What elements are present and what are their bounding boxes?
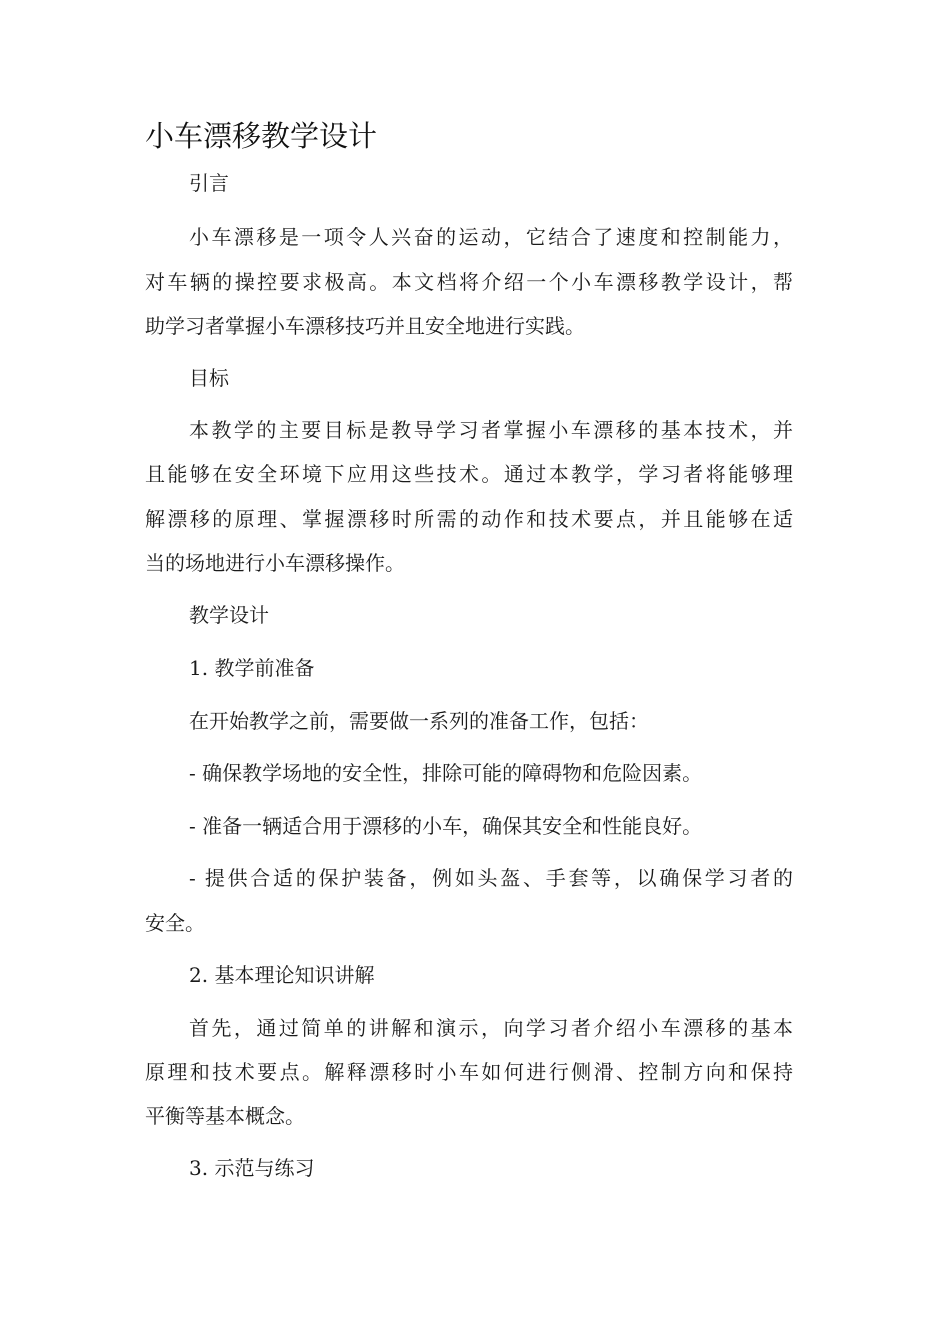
document-title: 小车漂移教学设计 bbox=[145, 119, 378, 153]
paragraph-line: 助学习者掌握小车漂移技巧并且安全地进行实践。 bbox=[145, 314, 585, 338]
paragraph-line: 平衡等基本概念。 bbox=[145, 1104, 305, 1128]
list-item: - 准备一辆适合用于漂移的小车，确保其安全和性能良好。 bbox=[189, 814, 703, 838]
paragraph-line: 当的场地进行小车漂移操作。 bbox=[145, 551, 405, 575]
paragraph-line: 对车辆的操控要求极高。本文档将介绍一个小车漂移教学设计，帮 bbox=[145, 270, 793, 294]
paragraph-line: 解漂移的原理、掌握漂移时所需的动作和技术要点，并且能够在适 bbox=[145, 507, 793, 531]
paragraph-line: 首先，通过简单的讲解和演示，向学习者介绍小车漂移的基本 bbox=[189, 1016, 793, 1040]
section-heading-intro: 引言 bbox=[189, 171, 229, 195]
step-heading: 1. 教学前准备 bbox=[189, 656, 315, 680]
list-item: - 提供合适的保护装备，例如头盔、手套等，以确保学习者的 bbox=[189, 866, 793, 890]
paragraph-line: 原理和技术要点。解释漂移时小车如何进行侧滑、控制方向和保持 bbox=[145, 1060, 793, 1084]
step-heading: 3. 示范与练习 bbox=[189, 1156, 315, 1180]
paragraph-line: 小车漂移是一项令人兴奋的运动，它结合了速度和控制能力， bbox=[189, 225, 793, 249]
list-item: 安全。 bbox=[145, 911, 205, 935]
paragraph-line: 在开始教学之前，需要做一系列的准备工作，包括： bbox=[189, 709, 649, 733]
paragraph-line: 且能够在安全环境下应用这些技术。通过本教学，学习者将能够理 bbox=[145, 462, 793, 486]
section-heading-goal: 目标 bbox=[189, 366, 229, 390]
paragraph-line: 本教学的主要目标是教导学习者掌握小车漂移的基本技术，并 bbox=[189, 418, 793, 442]
list-item: - 确保教学场地的安全性，排除可能的障碍物和危险因素。 bbox=[189, 761, 703, 785]
section-heading-design: 教学设计 bbox=[189, 603, 269, 627]
step-heading: 2. 基本理论知识讲解 bbox=[189, 963, 375, 987]
